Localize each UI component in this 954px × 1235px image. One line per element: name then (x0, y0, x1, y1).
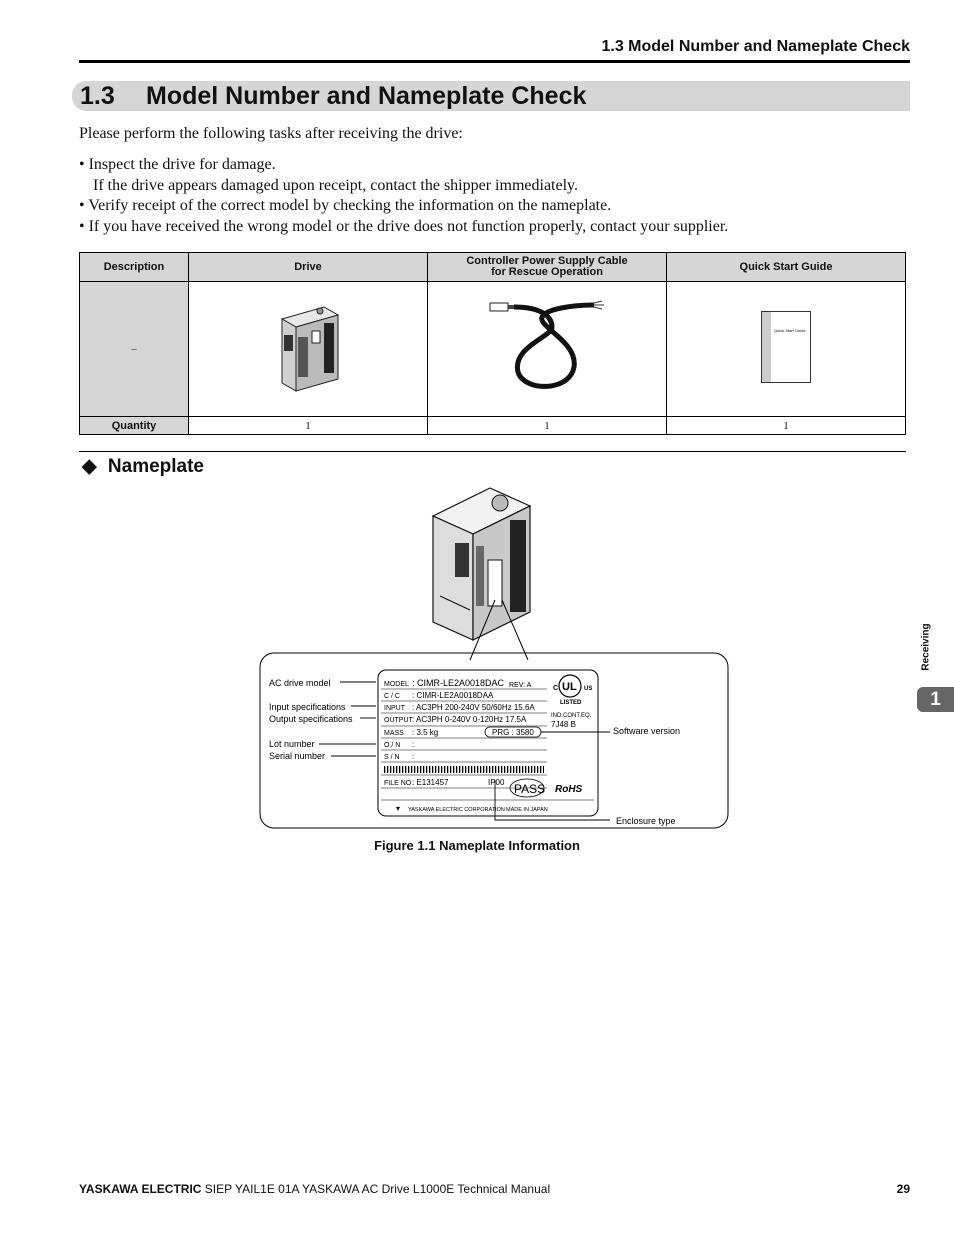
plate-ind: IND.CONT.EQ. (551, 713, 592, 719)
plate-maker: YASKAWA ELECTRIC CORPORATION (408, 807, 505, 813)
plate-ip: IP00 (488, 778, 505, 787)
plate-sn-value: : (412, 752, 415, 761)
label-input-spec: Input specifications (269, 702, 346, 712)
drive-drawing (433, 488, 530, 640)
footer-text: SIEP YAIL1E 01A YASKAWA AC Drive L1000E Technical Manual (201, 1182, 551, 1196)
ul-us: US (584, 686, 593, 692)
plate-file-key: FILE NO (384, 780, 412, 787)
plate-cc-value: : CIMR-LE2A0018DAA (412, 691, 494, 700)
plate-rev: REV: A (509, 682, 532, 689)
plate-output-key: OUTPUT (384, 717, 413, 724)
plate-made-in: MADE IN JAPAN (506, 807, 548, 813)
quantity-guide: 1 (667, 417, 906, 435)
plate-code: 7J48 B (551, 720, 576, 729)
footer-brand: YASKAWA ELECTRIC (79, 1182, 202, 1196)
col-description: Description (80, 253, 189, 282)
intro-paragraph: Please perform the following tasks after receiving the drive: (79, 125, 463, 142)
running-header: 1.3 Model Number and Nameplate Check (601, 38, 910, 55)
ul-listed: LISTED (560, 700, 582, 706)
label-lot-number: Lot number (269, 739, 315, 749)
quantity-drive: 1 (189, 417, 428, 435)
plate-on-value: : (412, 740, 415, 749)
rohs-mark: RoHS (555, 784, 583, 795)
plate-cc-key: C / C (384, 693, 400, 700)
plate-sn-key: S / N (384, 754, 400, 761)
col-drive: Drive (189, 253, 428, 282)
diamond-icon: ◆ (82, 456, 97, 477)
label-software-version: Software version (613, 726, 681, 736)
plate-output-value: : AC3PH 0-240V 0-120Hz 17.5A (412, 715, 527, 724)
quantity-cable: 1 (428, 417, 667, 435)
plate-input-key: INPUT (384, 705, 405, 712)
label-ac-drive-model: AC drive model (269, 678, 331, 688)
list-item: • Inspect the drive for damage. (79, 156, 276, 173)
cable-header-line-1: Controller Power Supply Cable (466, 255, 628, 267)
plate-mass-value: : 3.5 kg (412, 728, 439, 737)
col-guide: Quick Start Guide (667, 253, 906, 282)
plate-input-value: : AC3PH 200-240V 50/60Hz 15.6A (412, 703, 535, 712)
list-item: • If you have received the wrong model or the drive does not function properly, contact your supplier. (79, 217, 729, 235)
description-cell: – (80, 282, 189, 417)
plate-prg: PRG : 3580 (492, 728, 534, 737)
figure-caption: Figure 1.1 Nameplate Information (374, 838, 580, 853)
chapter-tab-label (918, 610, 934, 684)
booklet-cover-text: Quick Start Guide (774, 327, 806, 333)
plate-file-value: : E131457 (412, 778, 449, 787)
plate-model-value: : CIMR-LE2A0018DAC (412, 678, 505, 688)
plate-pass: PASS (514, 782, 546, 796)
yaskawa-logo-icon: ▾ (396, 804, 401, 813)
section-number: 1.3 (80, 82, 115, 110)
plate-mass-key: MASS (384, 730, 404, 737)
footer (79, 1182, 550, 1196)
list-item: • Verify receipt of the correct model by checking the information on the nameplate. (79, 197, 612, 214)
ul-c: C (553, 685, 559, 692)
subsection-title-text: Nameplate (107, 456, 205, 477)
chapter-tab-number: 1 (917, 687, 954, 712)
ul-mark: UL (562, 681, 577, 693)
label-serial-number: Serial number (269, 751, 326, 761)
list-item: If the drive appears damaged upon receipt, contact the shipper immediately. (93, 176, 578, 194)
plate-on-key: O / N (384, 742, 401, 749)
label-enclosure-type: Enclosure type (616, 816, 676, 826)
barcode (384, 766, 544, 773)
cable-header-line-2: for Rescue Operation (491, 266, 603, 278)
label-output-spec: Output specifications (269, 714, 353, 724)
section-title: Model Number and Nameplate Check (146, 82, 587, 110)
quantity-label: Quantity (80, 417, 189, 435)
chapter-tab-text: Receiving (920, 623, 932, 671)
plate-model-key: MODEL (384, 681, 409, 688)
page-number: 29 (896, 1182, 910, 1196)
